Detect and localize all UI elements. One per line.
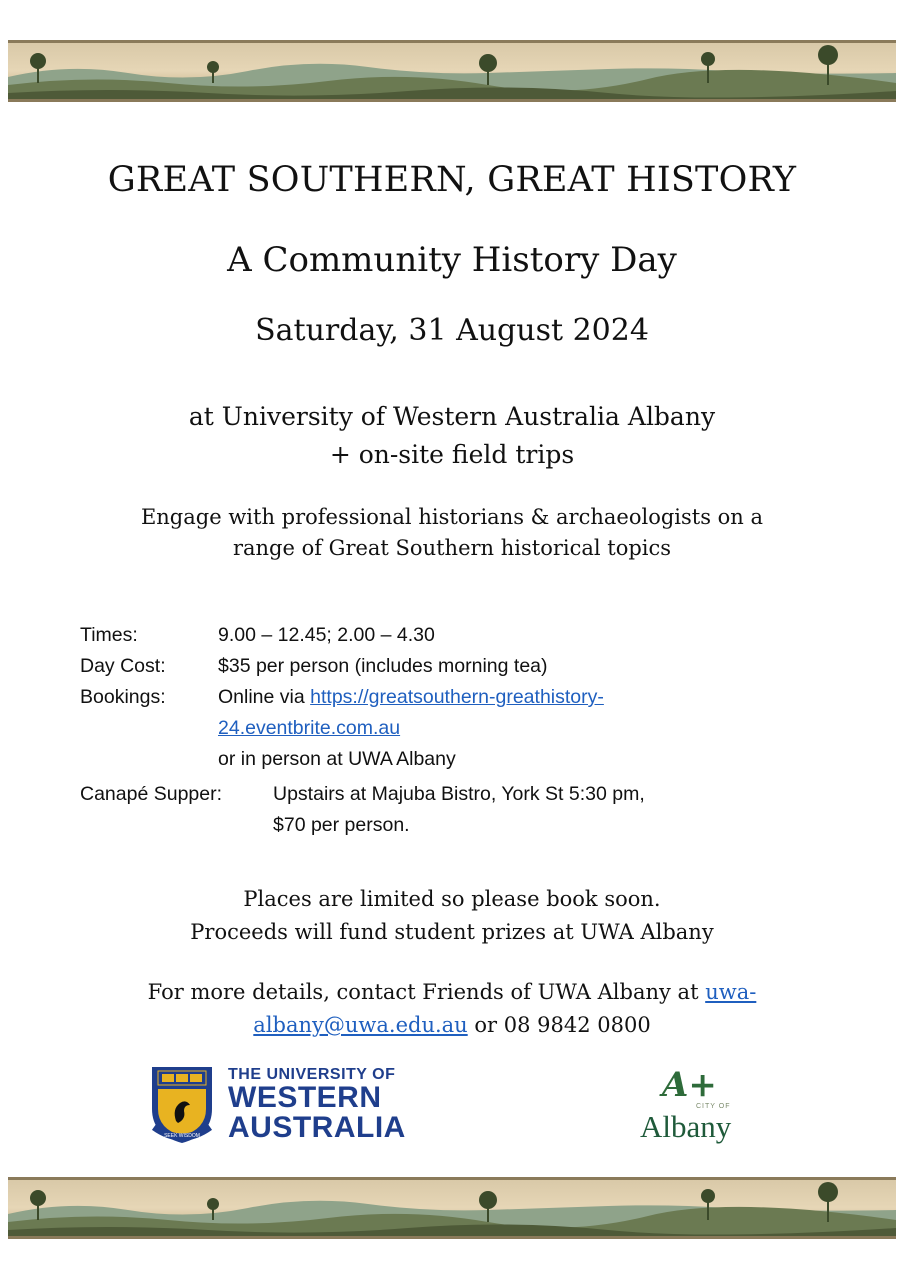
city-of-albany-logo	[638, 1065, 748, 1155]
supper-row	[80, 779, 793, 841]
notes-line: Places are limited so please book soon.	[243, 887, 661, 911]
times-value: 9.00 – 12.45; 2.00 – 4.30	[218, 624, 435, 646]
event-blurb	[0, 502, 904, 564]
bookings-value	[218, 682, 738, 775]
field-trips-line: + on-site field trips	[329, 440, 575, 469]
booking-link[interactable]: https://greatsouthern-greathistory-	[310, 686, 604, 708]
booking-link-continued[interactable]: 24.eventbrite.com.au	[218, 717, 401, 739]
uwa-crest-icon	[150, 1065, 214, 1145]
cost-label: Day Cost:	[80, 655, 166, 677]
uwa-wordmark-top: THE UNIVERSITY OF	[228, 1066, 396, 1083]
contact-email-link-continued[interactable]: albany@uwa.edu.au	[253, 1013, 468, 1037]
albany-city-label: CITY OF	[696, 1103, 731, 1110]
event-subtitle: A Community History Day	[227, 240, 677, 280]
times-row	[80, 620, 793, 651]
cost-row	[80, 651, 793, 682]
uwa-wordmark-western: WESTERN	[228, 1081, 382, 1114]
uwa-logo	[150, 1065, 406, 1145]
uwa-wordmark	[228, 1067, 406, 1143]
bookings-label: Bookings:	[80, 686, 166, 708]
notes-line: Proceeds will fund student prizes at UWA Albany	[190, 920, 714, 944]
venue-line: at University of Western Australia Albany	[188, 402, 716, 431]
times-label: Times:	[80, 624, 138, 646]
contact-prefix: For more details, contact Friends of UWA Albany at	[147, 980, 706, 1004]
contact-info	[0, 976, 904, 1042]
bookings-prefix: Online via	[218, 686, 311, 708]
event-title: GREAT SOUTHERN, GREAT HISTORY	[107, 160, 797, 200]
bookings-row	[80, 682, 793, 775]
bookings-in-person: or in person at UWA Albany	[218, 748, 456, 770]
supper-price: $70 per person.	[273, 814, 410, 836]
venue-block	[0, 398, 904, 474]
blurb-line: Engage with professional historians & archaeologists on a	[140, 505, 764, 529]
uwa-wordmark-australia: AUSTRALIA	[228, 1111, 406, 1144]
contact-phone: or 08 9842 0800	[467, 1013, 651, 1037]
uwa-motto: SEEK WISDOM	[164, 1133, 200, 1139]
supper-value	[273, 779, 793, 841]
event-date: Saturday, 31 August 2024	[255, 313, 649, 348]
cost-value: $35 per person (includes morning tea)	[218, 655, 548, 677]
contact-email-link[interactable]: uwa-	[705, 980, 757, 1004]
supper-line: Upstairs at Majuba Bistro, York St 5:30 pm,	[273, 783, 645, 805]
albany-mark-icon: A+	[662, 1065, 717, 1105]
blurb-line: range of Great Southern historical topics	[232, 536, 672, 560]
supper-label: Canapé Supper:	[80, 783, 223, 805]
albany-wordmark: Albany	[640, 1109, 732, 1144]
panorama-banner-top	[8, 40, 896, 102]
event-details	[80, 620, 793, 841]
booking-notes	[0, 883, 904, 949]
panorama-banner-bottom	[8, 1177, 896, 1239]
